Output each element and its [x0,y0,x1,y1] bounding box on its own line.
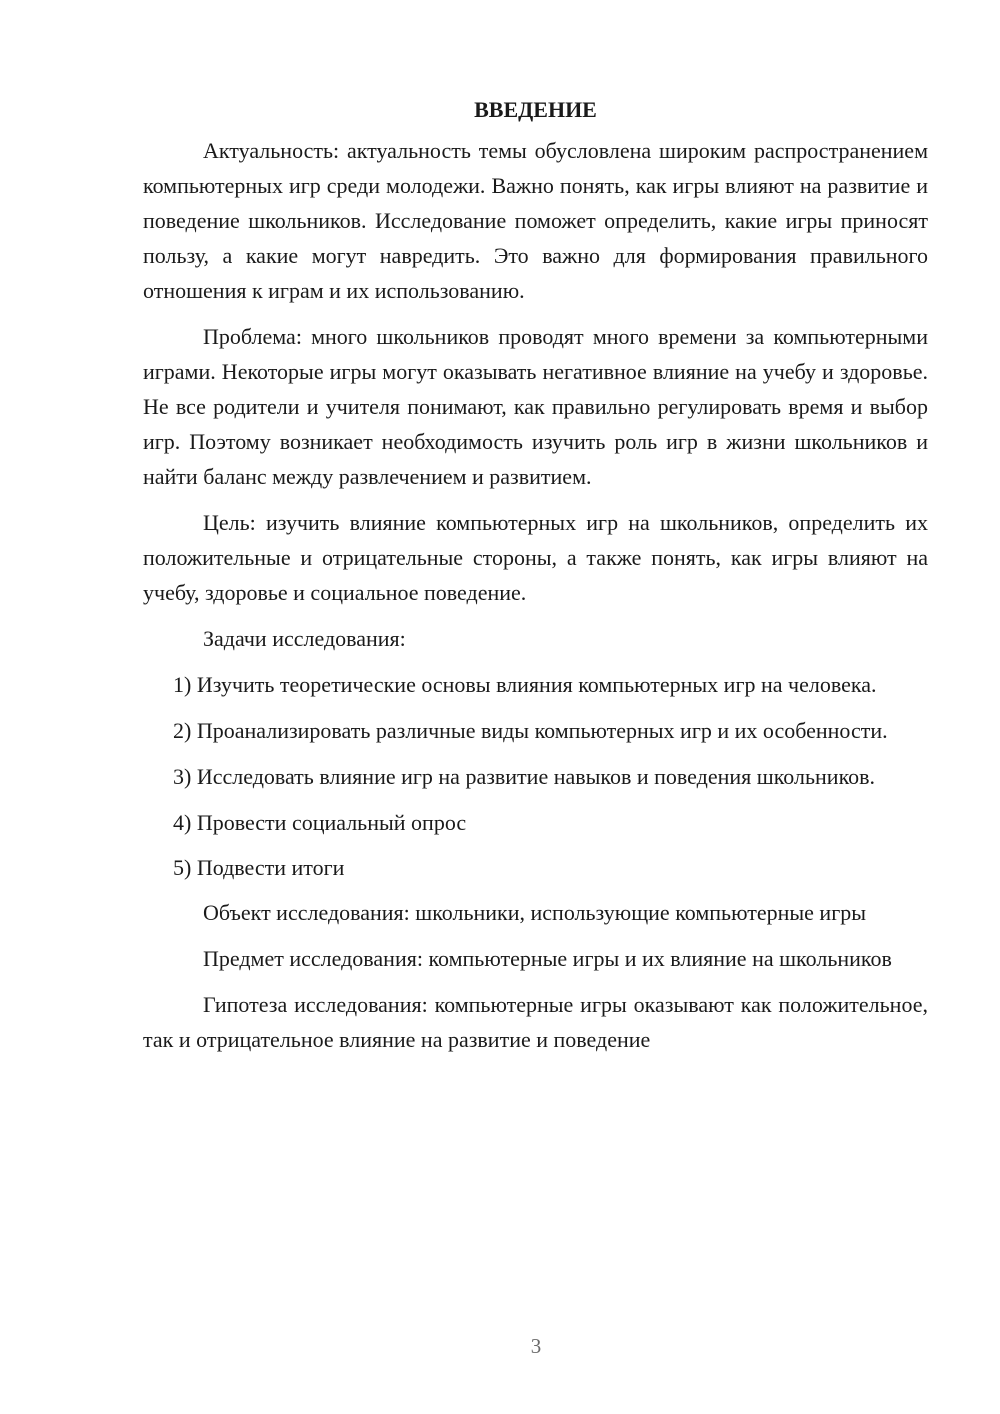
paragraph-subject: Предмет исследования: компьютерные игры и их влияние на школьников [203,946,892,971]
document-page [143,92,928,1057]
paragraph-hypothesis: Гипотеза исследования: компьютерные игры оказывают как положительное, так и отрицательное влияние на развитие и поведение [143,992,928,1052]
task-item: 1) Изучить теоретические основы влияния компьютерных игр на человека. [173,672,877,697]
task-item: 3) Исследовать влияние игр на развитие навыков и поведения школьников. [173,764,876,789]
task-item: 2) Проанализировать различные виды компьютерных игр и их особенности. [173,718,888,743]
page-title: ВВЕДЕНИЕ [474,97,597,122]
task-item: 4) Провести социальный опрос [173,810,467,835]
paragraph-problem: Проблема: много школьников проводят много времени за компьютерными играми. Некоторые игры могут оказывать негативное влияние на учебу и здоровье. Не все родители и учителя понимают, как правильно регулировать время и выбор игр. Поэтому возникает необходимость изучить роль игр в жизни школьников и найти баланс между развлечением и развитием. [143,324,928,489]
tasks-heading: Задачи исследования: [203,626,406,651]
paragraph-goal: Цель: изучить влияние компьютерных игр на школьников, определить их положительные и отрицательные стороны, а также понять, как игры влияют на учебу, здоровье и социальное поведение. [143,510,928,605]
paragraph-object: Объект исследования: школьники, использующие компьютерные игры [203,900,866,925]
task-item: 5) Подвести итоги [173,855,345,880]
page-number: 3 [530,1334,542,1358]
paragraph-relevance: Актуальность: актуальность темы обусловлена широким распространением компьютерных игр среди молодежи. Важно понять, как игры влияют на развитие и поведение школьников. Исследование поможет определить, какие игры приносят пользу, а какие могут навредить. Это важно для формирования правильного отношения к играм и их использованию. [143,138,928,303]
